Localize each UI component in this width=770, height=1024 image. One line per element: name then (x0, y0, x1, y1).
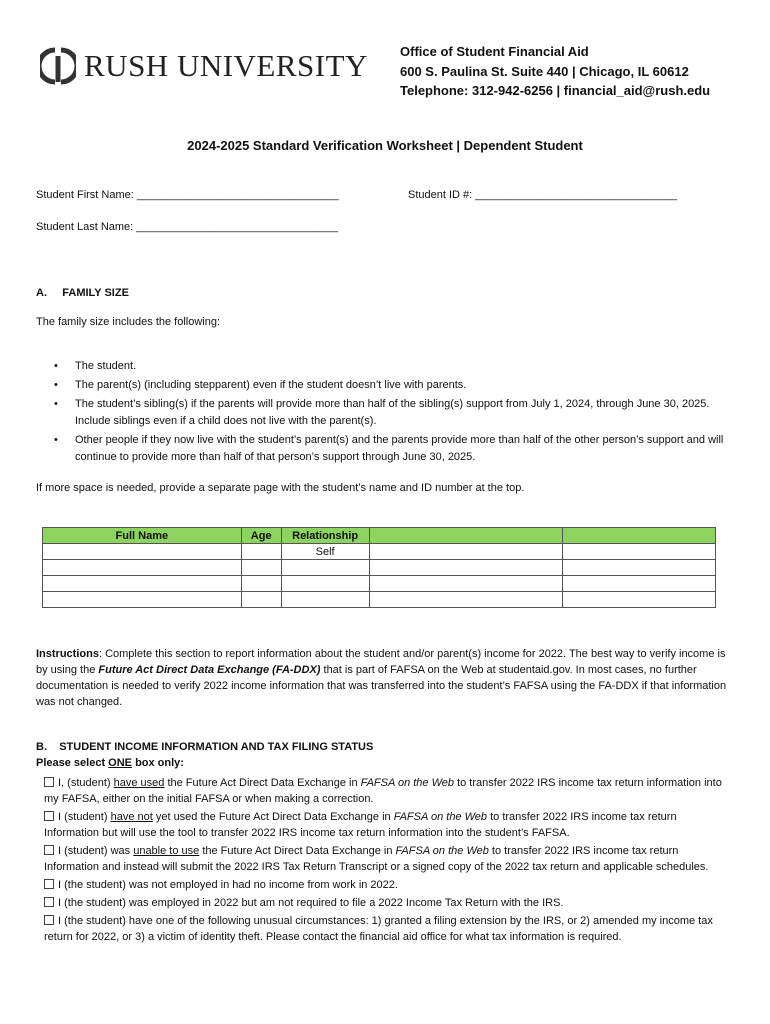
table-row (43, 592, 716, 608)
table-cell[interactable] (43, 576, 242, 592)
fa-ddx-name: Future Act Direct Data Exchange (FA-DDX) (98, 664, 321, 676)
table-cell[interactable] (369, 544, 563, 560)
office-phone-email: Telephone: 312-942-6256 | financial_aid@rush.edu (400, 83, 711, 98)
checkbox[interactable] (44, 897, 54, 907)
table-cell[interactable] (43, 560, 242, 576)
table-cell[interactable] (241, 544, 281, 560)
table-cell[interactable] (281, 592, 369, 608)
col-header-relationship: Relationship (281, 528, 369, 544)
instructions-paragraph (36, 646, 736, 710)
list-item: • The student’s sibling(s) if the parents will provide more than half of the sibling(s) support from July 1, 2024, through June 30, 2025. Include siblings even if a child does not live with the parent(s). (36, 396, 731, 430)
section-a-heading: A. FAMILY SIZE (36, 287, 129, 299)
table-cell[interactable] (241, 592, 281, 608)
student-id-field[interactable]: Student ID #: _________________________________ (408, 189, 678, 201)
rush-logo-mark-icon (40, 46, 76, 86)
office-address: 600 S. Paulina St. Suite 440 | Chicago, IL 60612 (400, 63, 689, 79)
list-item: • The student. (36, 358, 731, 375)
checkbox[interactable] (44, 777, 54, 787)
option-unable-to-use[interactable]: I (student) was unable to use the Future Act Direct Data Exchange in FAFSA on the Web to transfer 2022 IRS income tax return Information and instead will submit the 2022 IRS Tax Return Transcript or a signed copy of the 2022 tax return and applicable schedules. (44, 845, 709, 873)
instructions-text-1: : Complete this section to report information about the student and/or parent(s) income for 2022. The best way to verify income is by using the (36, 648, 726, 676)
table-row (43, 560, 716, 576)
table-header-row (43, 528, 716, 544)
select-one-instruction (36, 757, 184, 769)
col-header-blank (369, 528, 563, 544)
option-have-used[interactable]: I, (student) have used the Future Act Direct Data Exchange in FAFSA on the Web to transfer 2022 IRS income tax return information into my FAFSA, either on the initial FAFSA or when making a correction. (44, 777, 722, 805)
option-not-employed[interactable]: I (the student) was not employed in had no income from work in 2022. (44, 877, 734, 893)
family-size-intro: The family size includes the following: (36, 316, 221, 328)
table-cell[interactable] (281, 560, 369, 576)
list-item: • Other people if they now live with the student’s parent(s) and the parents provide more than half of the other person’s support and will continue to provide more than half of that person’s support through June 30, 2025. (36, 432, 731, 466)
table-cell[interactable] (563, 560, 716, 576)
table-cell[interactable] (43, 592, 242, 608)
family-members-table (42, 527, 716, 608)
table-cell[interactable] (241, 560, 281, 576)
option-employed-not-required[interactable]: I (the student) was employed in 2022 but am not required to file a 2022 Income Tax Return with the IRS. (44, 895, 734, 911)
family-size-list (36, 358, 731, 468)
table-row (43, 576, 716, 592)
checkbox[interactable] (44, 915, 54, 925)
logo-text: RUSH UNIVERSITY (84, 48, 368, 83)
table-cell[interactable] (369, 592, 563, 608)
instructions-label: Instructions (36, 648, 99, 660)
option-unusual-circumstances[interactable]: I (the student) have one of the following unusual circumstances: 1) granted a filing extension by the IRS, or 2) amended my income tax return for 2022, or 3) a victim of identity theft. Please contact the financial aid office for what tax information is required. (44, 915, 713, 943)
checkbox[interactable] (44, 845, 54, 855)
select-prefix: Please select (36, 757, 109, 769)
page-title: 2024-2025 Standard Verification Worksheet | Dependent Student (187, 138, 583, 153)
table-cell[interactable] (563, 592, 716, 608)
col-header-blank (563, 528, 716, 544)
table-cell[interactable] (241, 576, 281, 592)
table-cell[interactable] (369, 576, 563, 592)
col-header-full-name: Full Name (43, 528, 242, 544)
list-item: • The parent(s) (including stepparent) even if the student doesn’t live with parents. (36, 377, 731, 394)
extra-space-note: If more space is needed, provide a separate page with the student’s name and ID number at the top. (36, 482, 525, 494)
student-last-name-field[interactable]: Student Last Name: _________________________________ (36, 221, 339, 233)
section-b-heading: B. STUDENT INCOME INFORMATION AND TAX FILING STATUS (36, 741, 374, 753)
instructions-text-2: that is part of FAFSA on the Web at studentaid.gov. In most cases, no further documentation is needed to verify 2022 income information that was transferred into the student’s FAFSA using the FA-DDX if that information was not changed. (36, 664, 727, 708)
table-cell[interactable] (563, 544, 716, 560)
checkbox[interactable] (44, 811, 54, 821)
table-cell[interactable] (43, 544, 242, 560)
checkbox[interactable] (44, 879, 54, 889)
col-header-age: Age (241, 528, 281, 544)
office-name: Office of Student Financial Aid (400, 44, 589, 59)
table-cell[interactable] (369, 560, 563, 576)
rush-logo (40, 44, 368, 88)
select-one-word: ONE (108, 757, 133, 769)
table-cell[interactable]: Self (281, 544, 369, 560)
table-cell[interactable] (281, 576, 369, 592)
option-have-not-used[interactable]: I (student) have not yet used the Future Act Direct Data Exchange in FAFSA on the Web to transfer 2022 IRS income tax return Information but will use the tool to transfer 2022 IRS income tax return information into the student’s FAFSA. (44, 811, 677, 839)
student-first-name-field[interactable]: Student First Name: _________________________________ (36, 189, 339, 201)
select-suffix: box only: (132, 757, 184, 769)
table-cell[interactable] (563, 576, 716, 592)
table-row (43, 544, 716, 560)
office-contact (400, 42, 710, 101)
tax-filing-options (44, 775, 734, 945)
